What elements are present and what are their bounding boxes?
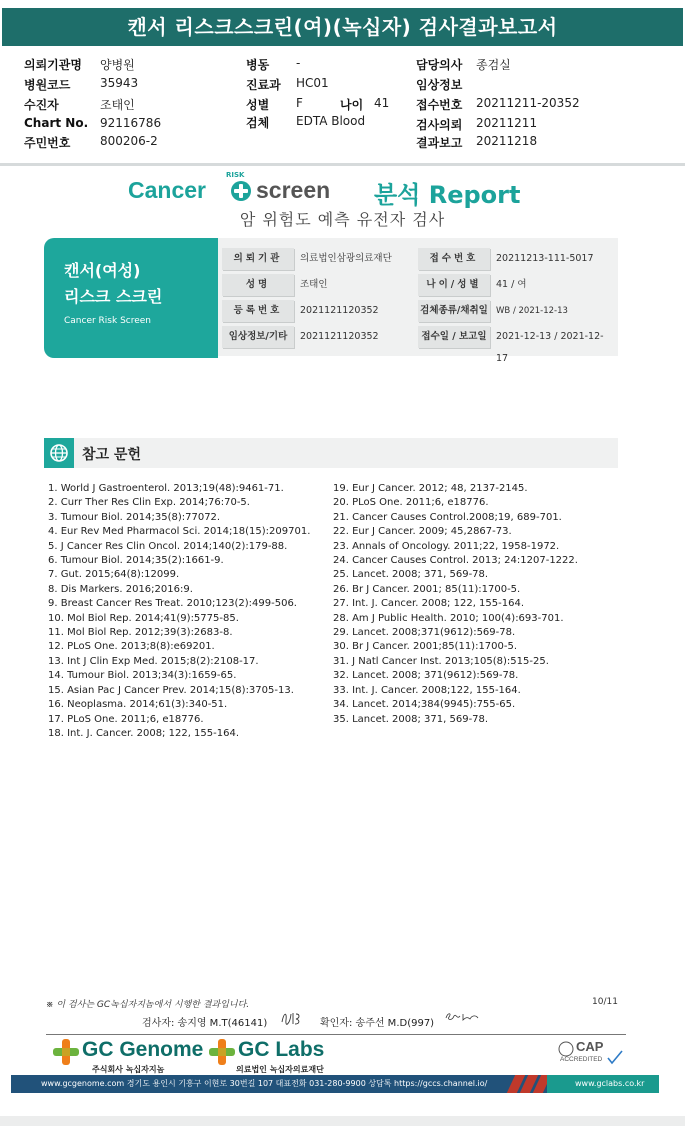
brand-cancer: Cancer bbox=[128, 177, 206, 203]
cap-text: CAP bbox=[576, 1039, 604, 1054]
info-value: 조태인 bbox=[300, 279, 328, 290]
reference-item: 26. Br J Cancer. 2001; 85(11):1700-5. bbox=[333, 583, 521, 595]
reference-item: 9. Breast Cancer Res Treat. 2010;123(2):499-506. bbox=[48, 598, 297, 610]
reference-item: 27. Int. J. Cancer. 2008; 122, 155-164. bbox=[333, 598, 525, 610]
age-value: 41 bbox=[374, 96, 390, 110]
info-label: 접수번호 bbox=[418, 248, 490, 270]
ward-label: 병동 bbox=[246, 58, 270, 72]
ward-value: - bbox=[296, 56, 301, 70]
reference-item: 24. Cancer Causes Control. 2013; 24:1207-1222. bbox=[333, 555, 578, 567]
reference-item: 35. Lancet. 2008; 371, 569-78. bbox=[333, 713, 489, 725]
reference-item: 5. J Cancer Res Clin Oncol. 2014;140(2):179-88. bbox=[48, 540, 288, 552]
info-label: 성명 bbox=[222, 274, 294, 296]
cancer-screen-logo bbox=[128, 173, 568, 209]
reference-item: 4. Eur Rev Med Pharmacol Sci. 2014;18(15):209701. bbox=[48, 526, 311, 538]
footer-address: www.gcgenome.com 경기도 용인시 기흥구 이현로 30번길 107 대표전화 031-280-9900 상담톡 https://gccs.channel.io/ bbox=[41, 1079, 488, 1088]
patient-header bbox=[24, 56, 664, 152]
reference-item: 32. Lancet. 2008; 371(9612):569-78. bbox=[333, 670, 519, 682]
reference-item: 6. Tumour Biol. 2014;35(2):1661-9. bbox=[48, 555, 224, 567]
cap-accredited-logo bbox=[556, 1036, 626, 1068]
reference-item: 23. Annals of Oncology. 2011;22, 1958-1972. bbox=[333, 540, 560, 552]
reference-item: 31. J Natl Cancer Inst. 2013;105(8):515-25. bbox=[333, 655, 549, 667]
clinical-label: 임상정보 bbox=[416, 78, 463, 92]
info-label: 나이/성별 bbox=[418, 274, 490, 296]
info-value: 41 / 여 bbox=[496, 279, 527, 290]
resident-value: 800206-2 bbox=[100, 134, 158, 148]
reference-item: 12. PLoS One. 2013;8(8):e69201. bbox=[48, 641, 215, 653]
brand-risk: RISK bbox=[226, 171, 245, 179]
gc-labs-name: GC Labs bbox=[238, 1038, 325, 1061]
product-card bbox=[44, 238, 218, 358]
hospital-label: 의뢰기관명 bbox=[24, 58, 82, 72]
references-list-left bbox=[48, 482, 310, 741]
report-title: 캔서 리스크스크린(여)(녹십자) 검사결과보고서 bbox=[2, 8, 683, 46]
reference-item: 28. Am J Public Health. 2010; 100(4):693-701. bbox=[333, 612, 564, 624]
reference-item: 15. Asian Pac J Cancer Prev. 2014;15(8):3705-13. bbox=[48, 684, 294, 696]
report-date-value: 20211218 bbox=[476, 134, 538, 148]
reference-item: 19. Eur J Cancer. 2012; 48, 2137-2145. bbox=[333, 483, 528, 494]
reference-item: 2. Curr Ther Res Clin Exp. 2014;76:70-5. bbox=[48, 497, 250, 509]
sample-info-table bbox=[218, 238, 618, 364]
sex-value: F bbox=[296, 96, 303, 110]
report-date-label: 결과보고 bbox=[416, 136, 463, 150]
doctor-label: 담당의사 bbox=[416, 58, 463, 72]
gc-cross-icon bbox=[208, 1038, 236, 1066]
dept-label: 진료과 bbox=[246, 78, 281, 92]
footer-bar bbox=[11, 1075, 659, 1093]
gc-genome-name: GC Genome bbox=[82, 1038, 204, 1061]
info-value: 2021121120352 bbox=[300, 305, 379, 316]
gc-cross-icon bbox=[52, 1038, 80, 1066]
reference-item: 13. Int J Clin Exp Med. 2015;8(2):2108-17. bbox=[48, 655, 259, 667]
confirmer-signature-icon bbox=[444, 1010, 480, 1024]
hospital-code-label: 병원코드 bbox=[24, 78, 71, 92]
dept-value: HC01 bbox=[296, 76, 329, 90]
gclabs-url[interactable]: www.gclabs.co.kr bbox=[547, 1075, 659, 1093]
gc-genome-logo bbox=[52, 1038, 212, 1074]
info-label: 검체종류/채취일 bbox=[418, 300, 490, 322]
patient-value: 조태인 bbox=[100, 98, 135, 112]
cap-accredited-text: ACCREDITED bbox=[560, 1056, 603, 1063]
info-value: WB / 2021-12-13 bbox=[496, 306, 568, 316]
footer-note: ※ 이 검사는 GC녹십자지놈에서 시행한 결과입니다. bbox=[46, 1000, 250, 1010]
info-row bbox=[222, 326, 612, 364]
brand-report: 분석 Report bbox=[374, 181, 521, 209]
hospital-value: 양병원 bbox=[100, 58, 135, 72]
info-row bbox=[222, 300, 612, 322]
age-label: 나이 bbox=[340, 98, 364, 112]
tester-signature-label: 검사자: 송지영 M.T(46141) bbox=[142, 1018, 268, 1029]
hospital-code-value: 35943 bbox=[100, 76, 139, 90]
reference-item: 11. Mol Biol Rep. 2012;39(3):2683-8. bbox=[48, 627, 233, 639]
reference-item: 7. Gut. 2015;64(8):12099. bbox=[48, 569, 180, 581]
product-name-line2: 리스크 스크린 bbox=[64, 287, 163, 306]
footer-divider bbox=[46, 1034, 626, 1035]
reference-item: 8. Dis Markers. 2016;2016:9. bbox=[48, 583, 193, 595]
gc-labs-logo bbox=[208, 1038, 338, 1074]
chart-label: Chart No. bbox=[24, 116, 89, 130]
doctor-value: 종검실 bbox=[476, 58, 511, 72]
product-name-line1: 캔서(여성) bbox=[64, 261, 141, 280]
reference-item: 25. Lancet. 2008; 371, 569-78. bbox=[333, 569, 489, 581]
info-label: 등록번호 bbox=[222, 300, 294, 322]
request-value: 20211211 bbox=[476, 116, 538, 130]
specimen-value: EDTA Blood bbox=[296, 114, 366, 128]
reference-item: 1. World J Gastroenterol. 2013;19(48):9461-71. bbox=[48, 483, 284, 494]
product-name-english: Cancer Risk Screen bbox=[64, 316, 152, 326]
reference-item: 34. Lancet. 2014;384(9945):755-65. bbox=[333, 699, 516, 711]
receipt-value: 20211211-20352 bbox=[476, 96, 580, 110]
info-value: 2021-12-13 / 2021-12-17 bbox=[496, 331, 604, 364]
tester-signature-icon bbox=[280, 1010, 302, 1026]
reference-item: 22. Eur J Cancer. 2009; 45,2867-73. bbox=[333, 526, 512, 538]
info-row bbox=[222, 274, 612, 296]
confirmer-signature-label: 확인자: 송주선 M.D(997) bbox=[320, 1018, 435, 1029]
chart-value: 92116786 bbox=[100, 116, 162, 130]
request-label: 검사의뢰 bbox=[416, 118, 463, 132]
specimen-label: 검체 bbox=[246, 116, 270, 130]
page-number: 10/11 bbox=[592, 997, 618, 1007]
header-divider bbox=[0, 163, 685, 166]
reference-item: 20. PLoS One. 2011;6, e18776. bbox=[333, 497, 489, 509]
info-value: 의료법인삼광의료재단 bbox=[300, 253, 392, 264]
references-section-header bbox=[44, 438, 618, 468]
receipt-label: 접수번호 bbox=[416, 98, 463, 112]
reference-item: 30. Br J Cancer. 2001;85(11):1700-5. bbox=[333, 641, 518, 653]
reference-item: 14. Tumour Biol. 2013;34(3):1659-65. bbox=[48, 670, 237, 682]
info-label: 임상정보/기타 bbox=[222, 326, 294, 348]
info-value: 2021121120352 bbox=[300, 331, 379, 342]
brand-screen: screen bbox=[256, 177, 331, 203]
reference-item: 16. Neoplasma. 2014;61(3):340-51. bbox=[48, 699, 228, 711]
reference-item: 29. Lancet. 2008;371(9612):569-78. bbox=[333, 627, 516, 639]
info-label: 접수일 / 보고일 bbox=[418, 326, 490, 348]
globe-icon bbox=[44, 438, 74, 468]
reference-item: 18. Int. J. Cancer. 2008; 122, 155-164. bbox=[48, 727, 240, 739]
risk-plus-icon bbox=[228, 178, 254, 204]
gc-genome-subtitle: 주식회사 녹십자지놈 bbox=[92, 1065, 165, 1074]
reference-item: 3. Tumour Biol. 2014;35(8):77072. bbox=[48, 511, 221, 523]
reference-item: 21. Cancer Causes Control.2008;19, 689-701. bbox=[333, 511, 562, 523]
info-label: 의뢰기관 bbox=[222, 248, 294, 270]
sex-label: 성별 bbox=[246, 98, 270, 112]
patient-label: 수진자 bbox=[24, 98, 59, 112]
report-subtitle: 암 위험도 예측 유전자 검사 bbox=[239, 210, 446, 229]
reference-item: 33. Int. J. Cancer. 2008;122, 155-164. bbox=[333, 684, 521, 696]
reference-item: 17. PLoS One. 2011;6, e18776. bbox=[48, 713, 204, 725]
gc-labs-subtitle: 의료법인 녹십자의료재단 bbox=[236, 1065, 324, 1074]
references-list-right bbox=[333, 482, 578, 727]
resident-label: 주민번호 bbox=[24, 136, 71, 150]
page-bottom-margin bbox=[0, 1116, 685, 1126]
reference-item: 10. Mol Biol Rep. 2014;41(9):5775-85. bbox=[48, 612, 239, 624]
info-row bbox=[222, 248, 612, 270]
references-title: 참고 문헌 bbox=[82, 447, 141, 463]
info-value: 20211213-111-5017 bbox=[496, 253, 594, 264]
